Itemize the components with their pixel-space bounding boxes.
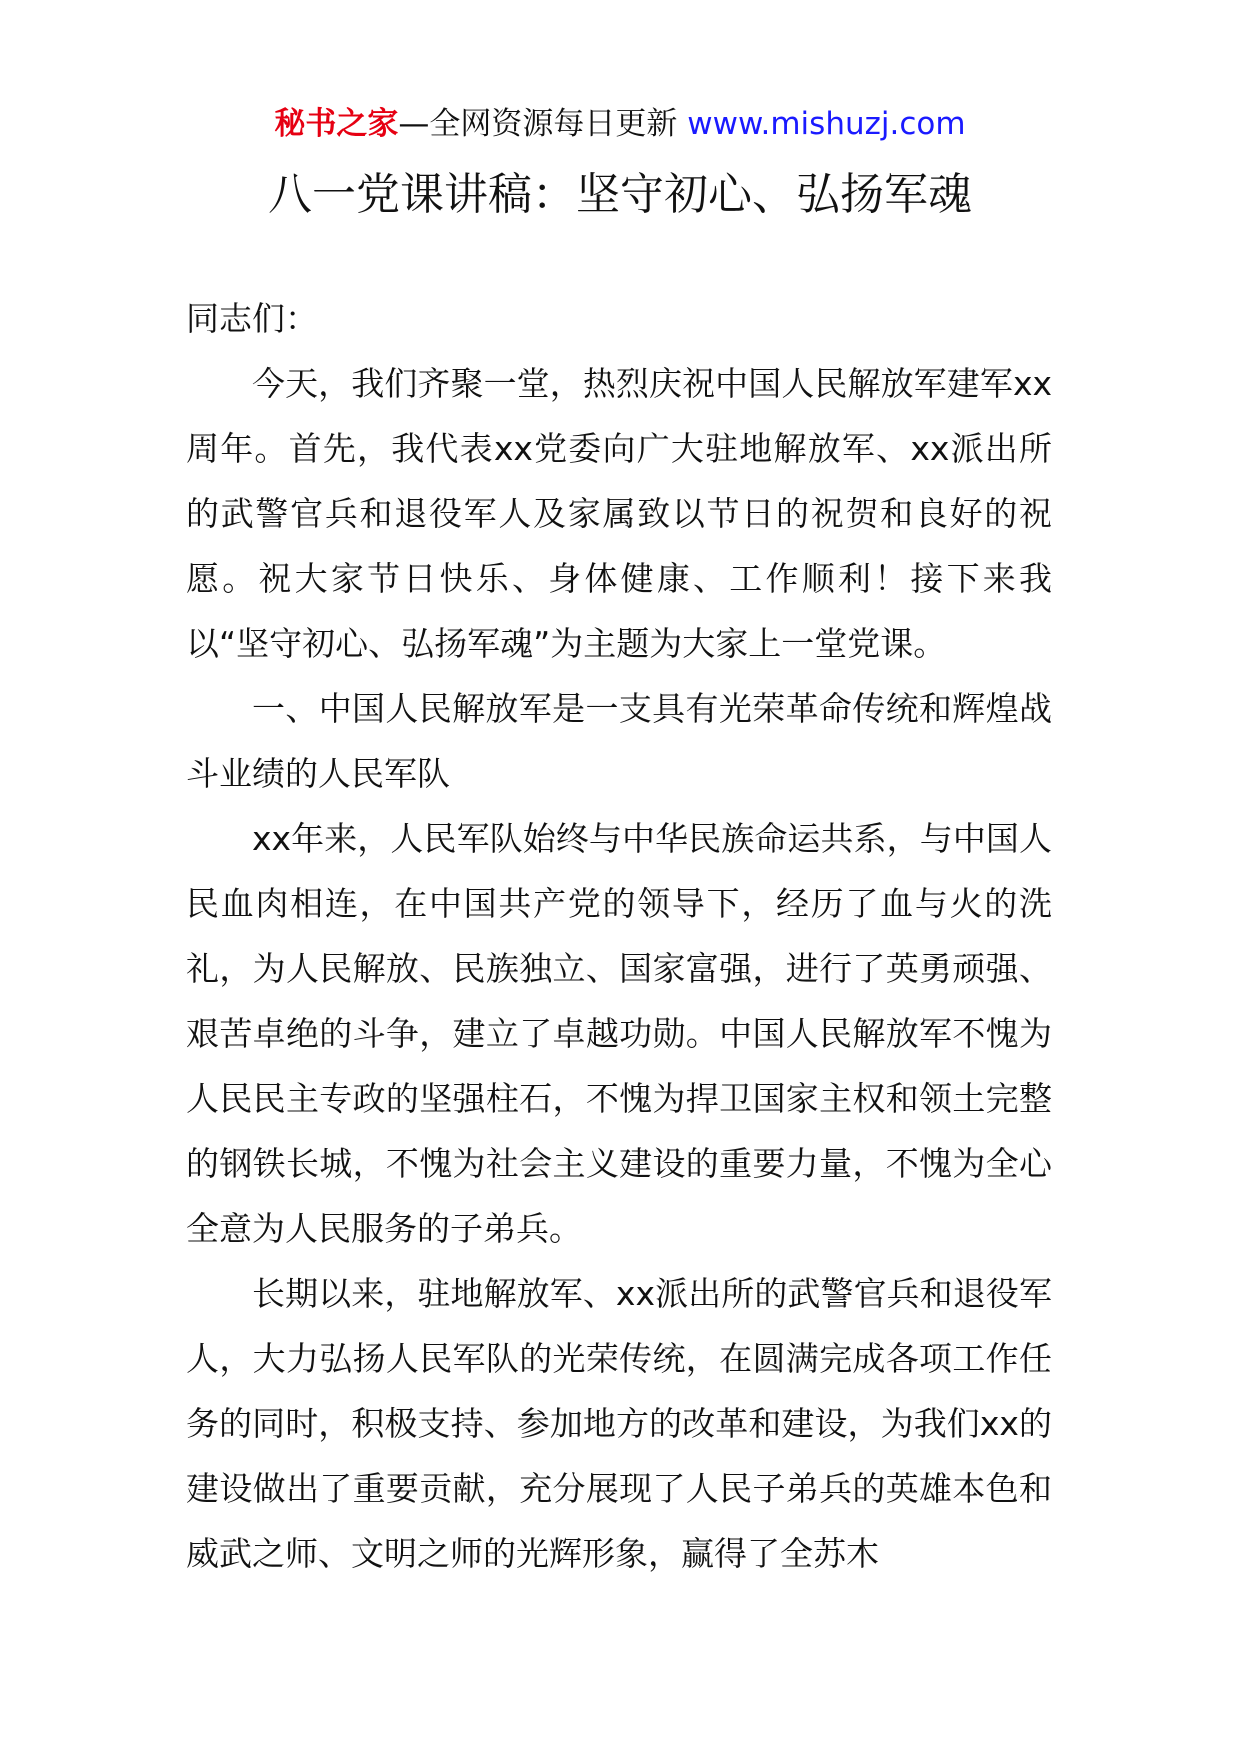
site-header (0, 98, 1240, 150)
site-url-link[interactable]: www.mishuzj.com (687, 106, 966, 142)
paragraph-history: xx年来，人民军队始终与中华民族命运共系，与中国人民血肉相连，在中国共产党的领导下，经历了血与火的洗礼，为人民解放、民族独立、国家富强，进行了英勇顽强、艰苦卓绝的斗争，建立了卓越功勋。中国人民解放军不愧为人民民主专政的坚强柱石，不愧为捍卫国家主权和领土完整的钢铁长城，不愧为社会主义建设的重要力量，不愧为全心全意为人民服务的子弟兵。 (186, 819, 1052, 1248)
salutation: 同志们： (186, 299, 318, 338)
paragraph-intro: 今天，我们齐聚一堂，热烈庆祝中国人民解放军建军xx周年。首先，我代表xx党委向广大驻地解放军、xx派出所的武警官兵和退役军人及家属致以节日的祝贺和良好的祝愿。祝大家节日快乐、身体健康、工作顺利！接下来我以“坚守初心、弘扬军魂”为主题为大家上一堂党课。 (186, 364, 1052, 663)
section-heading-1: 一、中国人民解放军是一支具有光荣革命传统和辉煌战斗业绩的人民军队 (186, 689, 1052, 793)
document-body (186, 286, 1052, 1586)
document-title: 八一党课讲稿：坚守初心、弘扬军魂 (268, 169, 972, 220)
paragraph-contribution: 长期以来，驻地解放军、xx派出所的武警官兵和退役军人，大力弘扬人民军队的光荣传统，在圆满完成各项工作任务的同时，积极支持、参加地方的改革和建设，为我们xx的建设做出了重要贡献，充分展现了人民子弟兵的英雄本色和威武之师、文明之师的光辉形象，赢得了全苏木 (186, 1274, 1052, 1573)
brand-name: 秘书之家 (274, 106, 399, 142)
header-tagline: —全网资源每日更新 (398, 106, 678, 142)
